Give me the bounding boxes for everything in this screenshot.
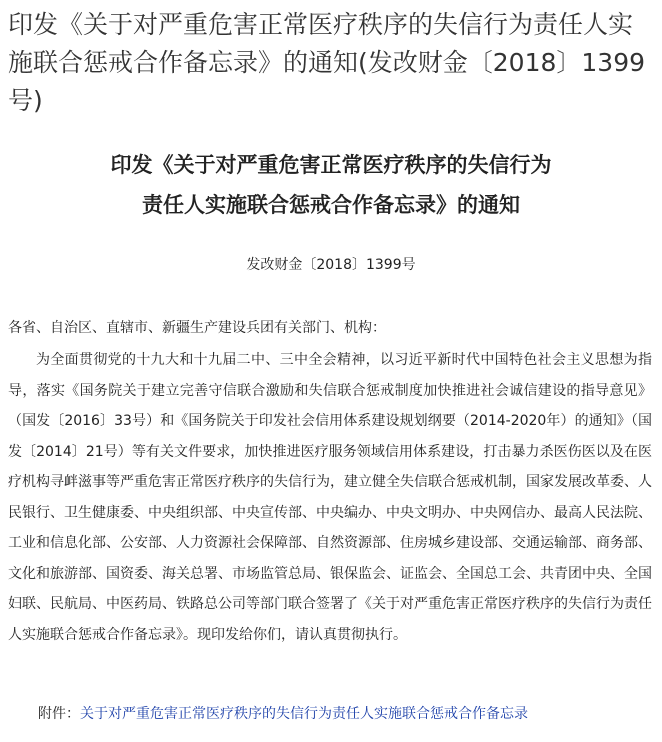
attachment-link[interactable]: 关于对严重危害正常医疗秩序的失信行为责任人实施联合惩戒合作备忘录: [80, 706, 528, 722]
document-number: 发改财金〔2018〕1399号: [246, 257, 416, 273]
salutation: 各省、自治区、直辖市、新疆生产建设兵团有关部门、机构：: [8, 320, 386, 336]
body-paragraph: 为全面贯彻党的十九大和十九届二中、三中全会精神，以习近平新时代中国特色社会主义思想为指导，落实《国务院关于建立完善守信联合激励和失信联合惩戒制度加快推进社会诚信建设的指导意见》（国发〔2016〕33号）和《国务院关于印发社会信用体系建设规划纲要（2014-2020年）的通知》（国发〔2014〕21号）等有关文件要求，加快推进医疗服务领域信用体系建设，打击暴力杀医伤医以及在医疗机构寻衅滋事等严重危害正常医疗秩序的失信行为，建立健全失信联合惩戒机制，国家发展改革委、人民银行、卫生健康委、中央组织部、中央宣传部、中央编办、中央文明办、中央网信办、最高人民法院、工业和信息化部、公安部、人力资源社会保障部、自然资源部、住房城乡建设部、交通运输部、商务部、文化和旅游部、国资委、海关总署、市场监管总局、银保监会、证监会、全国总工会、共青团中央、全国妇联、民航局、中医药局、铁路总公司等部门联合签署了《关于对严重危害正常医疗秩序的失信行为责任人实施联合惩戒合作备忘录》。现印发给你们，请认真贯彻执行。: [8, 352, 652, 643]
page-heading: 印发《关于对严重危害正常医疗秩序的失信行为责任人实施联合惩戒合作备忘录》的通知(发改财金〔2018〕1399号): [8, 10, 646, 115]
document-title-line-1: 印发《关于对严重危害正常医疗秩序的失信行为: [110, 152, 552, 177]
attachment-label: 附件：: [38, 706, 80, 722]
document-title-line-2: 责任人实施联合惩戒合作备忘录》的通知: [142, 192, 520, 217]
attachment-line: [38, 703, 528, 725]
document-title: [0, 145, 662, 225]
